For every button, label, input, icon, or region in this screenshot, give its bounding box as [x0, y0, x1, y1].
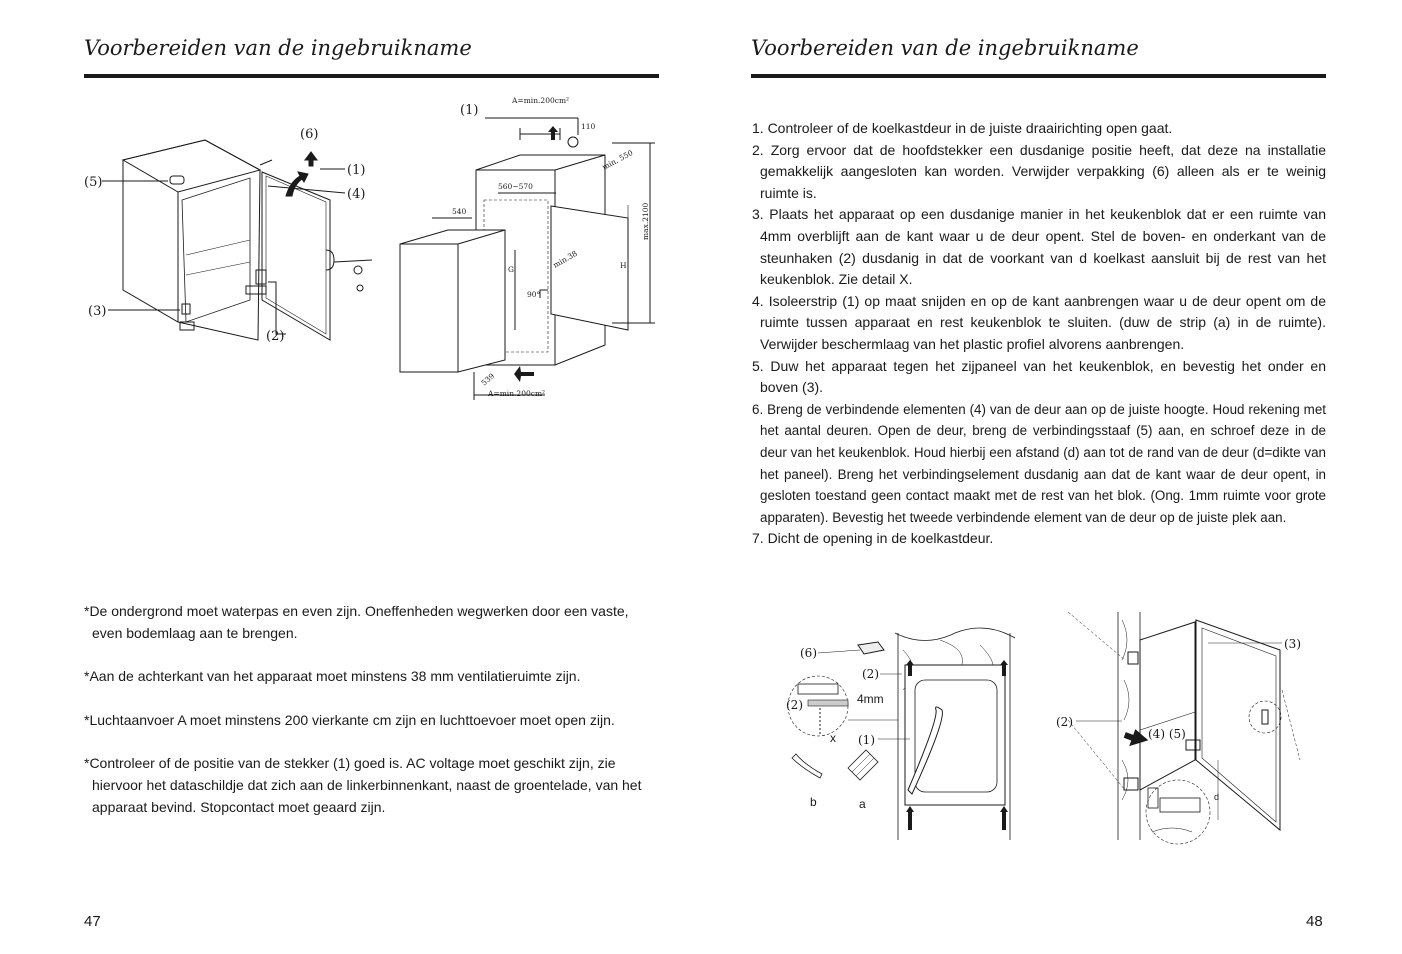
note-item: *De ondergrond moet waterpas en even zijn. Oneffenheden wegwerken door een vaste, even bodemlaag aan te brengen. [84, 603, 629, 641]
label-1-right: (1) [460, 103, 479, 118]
mounting-detail-diagram [701, 600, 1402, 850]
step-item: 1. Controleer of de koelkastdeur in de juiste draairichting open gaat. [752, 120, 1173, 136]
detail-label-2a: (2) [862, 667, 879, 681]
instruction-steps [752, 118, 1326, 550]
fix-label-4-5: (4) (5) [1148, 727, 1186, 741]
fix-label-2: (2) [1056, 715, 1073, 729]
note-item: *Luchtaanvoer A moet minstens 200 vierkante cm zijn en luchttoevoer moet open zijn. [84, 711, 615, 728]
note-item: *Aan de achterkant van het apparaat moet minstens 38 mm ventilatieruimte zijn. [84, 668, 581, 685]
dim-h: H [620, 261, 627, 270]
label-5: (5) [84, 175, 103, 190]
airflow-bottom-label: A=min.200cm² [488, 389, 546, 398]
airflow-top-label: A=min.200cm² [512, 96, 570, 105]
step-item: 7. Dicht de opening in de koelkastdeur. [752, 530, 994, 547]
detail-b: b [810, 795, 817, 809]
detail-x-drawing [788, 628, 1015, 840]
dim-min550: min. 550 [600, 148, 635, 172]
step-item: 5. Duw het apparaat tegen het zijpaneel van het keukenblok, en bevestig het onder en boven (3). [752, 357, 1326, 396]
left-page-title: Voorbereiden van de ingebruikname [84, 36, 472, 60]
right-page-title: Voorbereiden van de ingebruikname [751, 36, 1139, 60]
step-item: 4. Isoleerstrip (1) op maat snijden en op de kant aanbrengen waar u de deur opent om de ruimte tussen apparaat en rest keukenblok te sluiten. (duw de strip (a) in de ruimte). Verwijder beschermlaag van het plastic profiel alvorens aanbrengen. [752, 292, 1326, 352]
arrow-up-icon [305, 152, 317, 166]
step-item: 2. Zorg ervoor dat de hoofdstekker een dusdanige positie heeft, dat deze na installatie gemakkelijk aangesloten kan worden. Verwijder verpakking (6) alleen als er te weinig ruimte is. [752, 141, 1326, 201]
label-3: (3) [88, 304, 107, 319]
label-6: (6) [300, 127, 319, 142]
dim-max2100: max.2100 [641, 202, 650, 240]
detail-a: a [859, 797, 866, 811]
dim-540: 540 [452, 207, 467, 216]
step-item: 6. Breng de verbindende elementen (4) van de deur aan op de juiste hoogte. Houd rekening met het aantal deuren. Open de deur, breng de verbindingsstaaf (5) aan, en schroef deze in de deur van het keukenblok. Houd hierbij een afstand (d) aan tot de rand van de deur (d=dikte van het paneel). Breng het verbindingselement dusdanig aan dat de kant waar de deur opent, in gesloten toestand geen contact maakt met de rest van het blok. (Ong. 1mm ruimte voor grote apparaten). Bevestig het tweede verbindende element van de deur op de juiste plek aan. [752, 401, 1326, 525]
label-1: (1) [347, 163, 366, 178]
note-item: *Controleer of de positie van de stekker (1) goed is. AC voltage moet geschikt zijn, zie hiervoor het dataschildje dat zich aan de linkerbinnenkant, naast de groentelade, van het apparaat bevind. Stopcontact moet geaard zijn. [84, 755, 642, 815]
step-item: 3. Plaats het apparaat op een dusdanige manier in het keukenblok dat er een ruimte van 4mm overblijft aan de kant waar u de deur opent. Stel de boven- en onderkant van de steunhaken (2) dusdanig in dat de voorkant van d koelkast aansluit bij de rest van het keukenblok. Zie detail X. [752, 206, 1326, 288]
dim-539: 539 [479, 371, 497, 388]
left-title-rule [84, 74, 659, 78]
angle-90: 90° [527, 290, 541, 299]
dim-g: G [508, 265, 514, 274]
dim-560-570: 560~570 [498, 182, 533, 191]
page-number-left: 47 [84, 913, 101, 930]
right-title-rule [751, 74, 1326, 78]
detail-label-1: (1) [858, 733, 875, 747]
installation-diagram [0, 90, 701, 510]
detail-label-6: (6) [800, 646, 817, 660]
gap-4mm: 4mm [857, 692, 884, 706]
right-page [701, 0, 1402, 954]
detail-label-2b: (2) [786, 698, 803, 712]
fix-label-d: d [1214, 792, 1220, 802]
fix-label-3: (3) [1284, 637, 1301, 651]
label-4: (4) [347, 187, 366, 202]
dim-110: 110 [581, 122, 596, 131]
page-number-right: 48 [1306, 913, 1323, 930]
detail-x: x [830, 731, 836, 745]
label-2: (2) [266, 329, 285, 344]
installation-notes [84, 601, 662, 840]
dim-min38: min.38 [551, 248, 579, 270]
